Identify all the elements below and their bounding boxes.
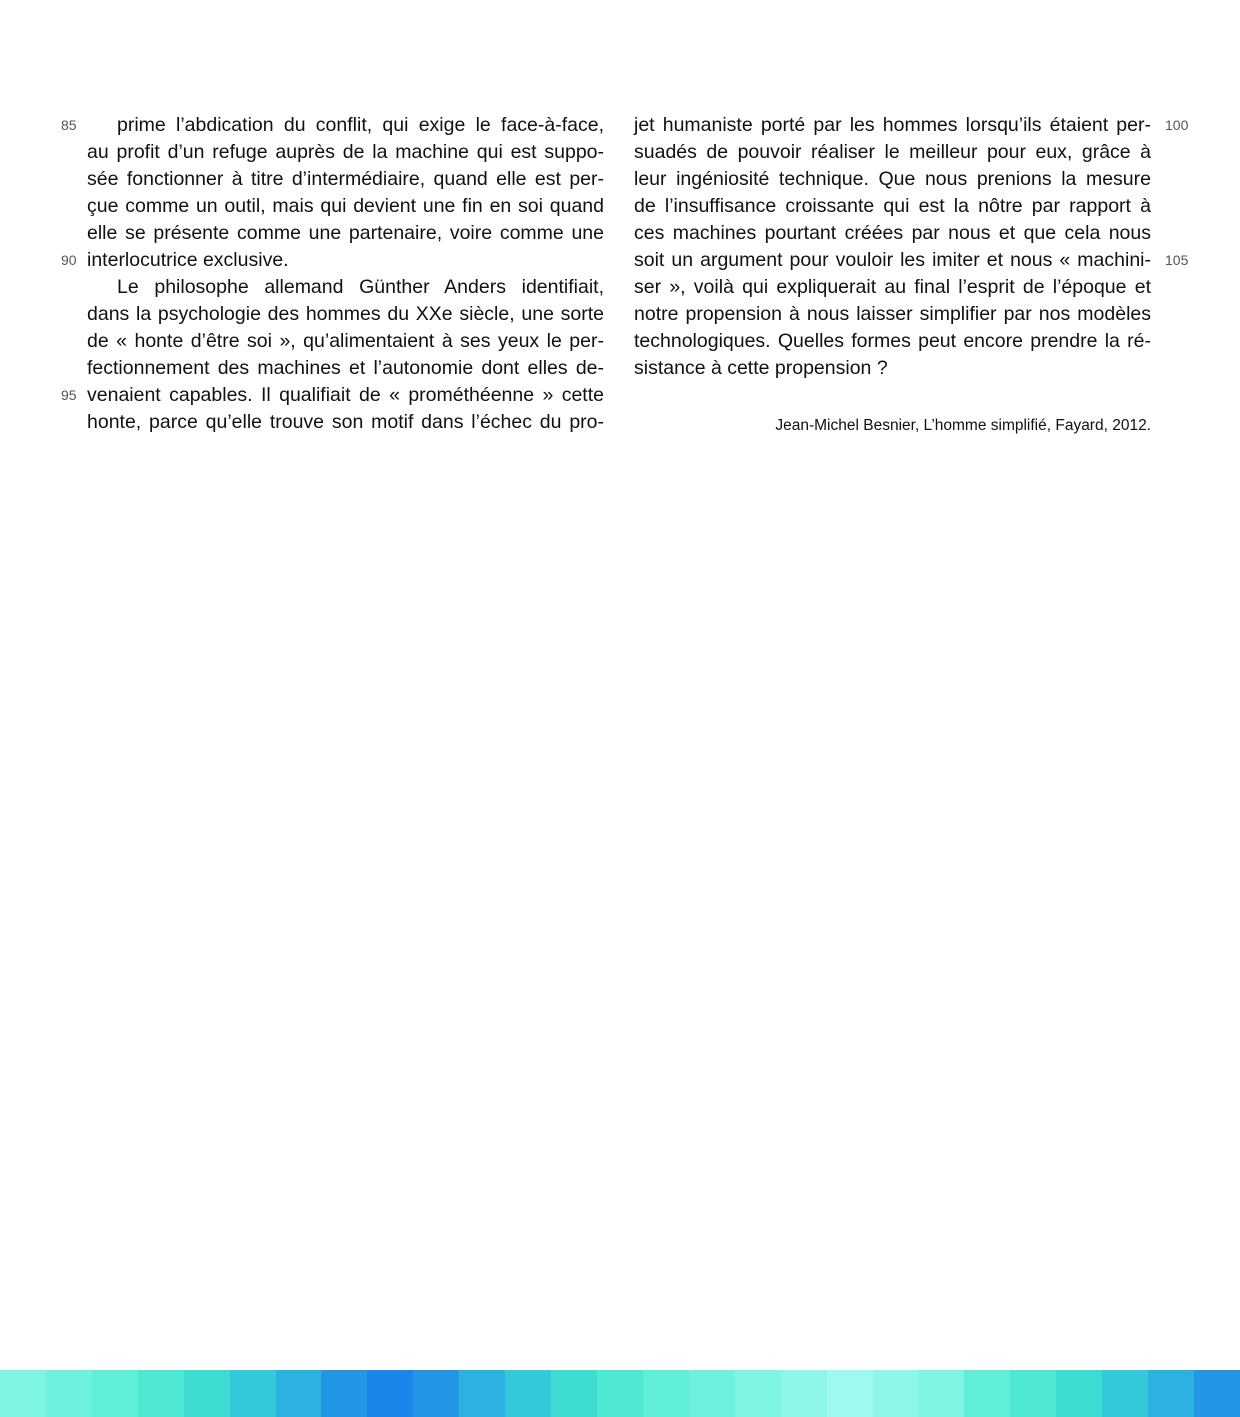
footer-tile (551, 1370, 597, 1417)
footer-tile (138, 1370, 184, 1417)
text-line: jet humaniste porté par les hommes lorsqu’ils étaient per- (634, 114, 1151, 136)
footer-tile (230, 1370, 276, 1417)
footer-tile (643, 1370, 689, 1417)
footer-tile (505, 1370, 551, 1417)
footer-tile (321, 1370, 367, 1417)
footer-tile (92, 1370, 138, 1417)
text-line: sée fonctionner à titre d’intermédiaire, quand elle est per- (87, 168, 604, 190)
text-line: de « honte d’être soi », qu’alimentaient à ses yeux le per- (87, 330, 604, 352)
text-line: ces machines pourtant créées par nous et que cela nous (634, 222, 1151, 244)
text-line: sistance à cette propension ? (634, 357, 888, 379)
footer-tile (367, 1370, 413, 1417)
text-line: de l’insuffisance croissante qui est la nôtre par rapport à (634, 195, 1151, 217)
text-line: elle se présente comme une partenaire, voire comme une (87, 222, 604, 244)
text-line: ser », voilà qui expliquerait au final l’esprit de l’époque et (634, 276, 1151, 298)
line-number: 95 (61, 387, 77, 403)
text-line: interlocutrice exclusive. (87, 249, 289, 271)
footer-color-band (0, 1370, 1240, 1417)
footer-tile (781, 1370, 827, 1417)
source-citation: Jean-Michel Besnier, L’homme simplifié, Fayard, 2012. (775, 417, 1151, 434)
text-line: soit un argument pour vouloir les imiter et nous « machini- (634, 249, 1151, 271)
line-number: 90 (61, 252, 77, 268)
line-number: 100 (1165, 117, 1189, 133)
text-line: Le philosophe allemand Günther Anders identifiait, (117, 276, 604, 298)
footer-tile (689, 1370, 735, 1417)
line-number: 105 (1165, 252, 1189, 268)
text-line: au profit d’un refuge auprès de la machine qui est suppo- (87, 141, 604, 163)
text-line: prime l’abdication du conflit, qui exige le face-à-face, (117, 114, 604, 136)
footer-tile (276, 1370, 322, 1417)
text-line: honte, parce qu’elle trouve son motif dans l’échec du pro- (87, 411, 604, 433)
text-line: fectionnement des machines et l’autonomie dont elles de- (87, 357, 604, 379)
footer-tile (413, 1370, 459, 1417)
text-line: suadés de pouvoir réaliser le meilleur pour eux, grâce à (634, 141, 1151, 163)
footer-tile (918, 1370, 964, 1417)
footer-tile (1056, 1370, 1102, 1417)
footer-tile (0, 1370, 46, 1417)
footer-tile (597, 1370, 643, 1417)
text-line: çue comme un outil, mais qui devient une fin en soi quand (87, 195, 604, 217)
footer-tile (1102, 1370, 1148, 1417)
text-line: dans la psychologie des hommes du XXe siècle, une sorte (87, 303, 604, 325)
line-number: 85 (61, 117, 77, 133)
footer-tile (459, 1370, 505, 1417)
text-line: leur ingéniosité technique. Que nous prenions la mesure (634, 168, 1151, 190)
footer-tile (964, 1370, 1010, 1417)
footer-tile (827, 1370, 873, 1417)
footer-tile (184, 1370, 230, 1417)
footer-tile (1010, 1370, 1056, 1417)
text-line: notre propension à nous laisser simplifier par nos modèles (634, 303, 1151, 325)
footer-tile (46, 1370, 92, 1417)
text-line: venaient capables. Il qualifiait de « prométhéenne » cette (87, 384, 604, 406)
text-line: technologiques. Quelles formes peut encore prendre la ré- (634, 330, 1151, 352)
footer-tile (873, 1370, 919, 1417)
footer-tile (1194, 1370, 1240, 1417)
footer-tile (1148, 1370, 1194, 1417)
footer-tile (735, 1370, 781, 1417)
